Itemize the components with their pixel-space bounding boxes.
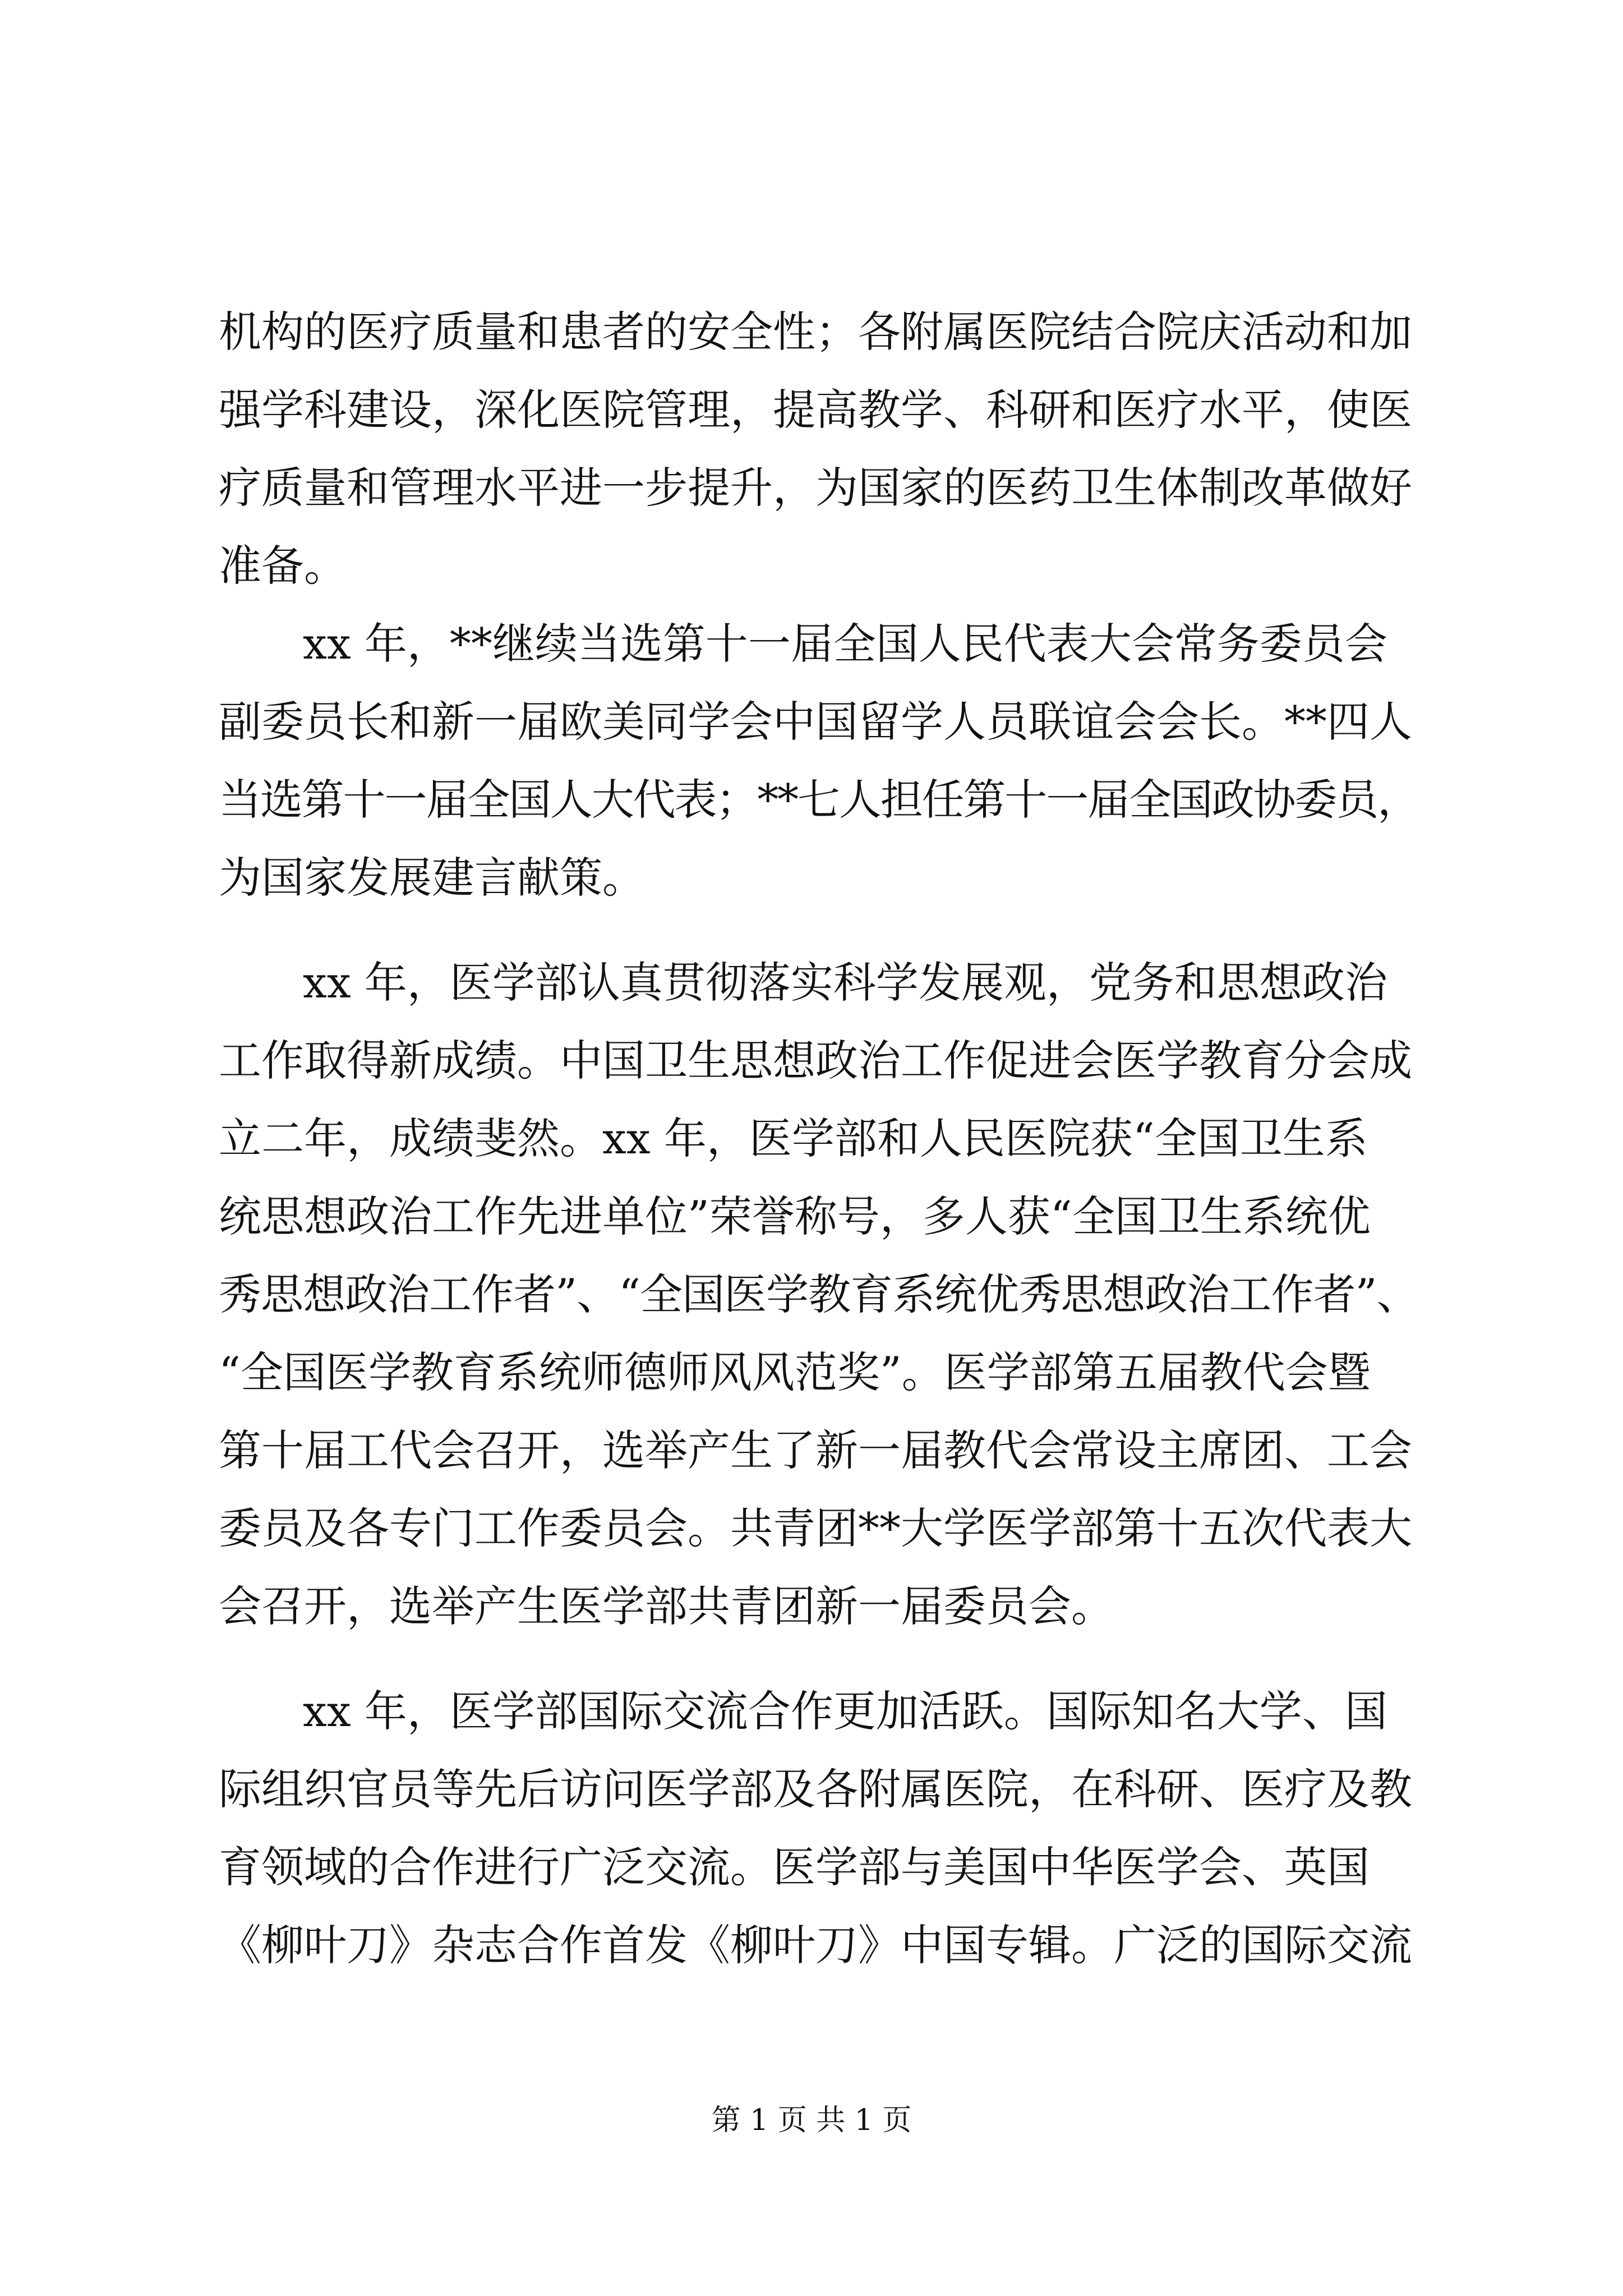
text-line: 机构的医疗质量和患者的安全性；各附属医院结合院庆活动和加 bbox=[219, 307, 1412, 357]
text-line: 强学科建设，深化医院管理，提高教学、科研和医疗水平，使医 bbox=[219, 385, 1412, 435]
text-line: 统思想政治工作先进单位”荣誉称号，多人获“全国卫生系统优 bbox=[219, 1191, 1371, 1241]
text-line: xx 年，医学部认真贯彻落实科学发展观，党务和思想政治 bbox=[303, 958, 1387, 1007]
text-line: 会召开，选举产生医学部共青团新一届委员会。 bbox=[219, 1581, 1114, 1631]
text-line: 当选第十一届全国人大代表；**七人担任第十一届全国政协委员， bbox=[219, 775, 1419, 825]
text-line: 《柳叶刀》杂志合作首发《柳叶刀》中国专辑。广泛的国际交流 bbox=[219, 1920, 1412, 1970]
text-line: 育领域的合作进行广泛交流。医学部与美国中华医学会、英国 bbox=[219, 1842, 1370, 1892]
text-line: 副委员长和新一届欧美同学会中国留学人员联谊会会长。**四人 bbox=[219, 697, 1412, 747]
text-line: 准备。 bbox=[219, 541, 347, 591]
text-line: 委员及各专门工作委员会。共青团**大学医学部第十五次代表大 bbox=[219, 1503, 1412, 1553]
text-line: 为国家发展建言献策。 bbox=[219, 853, 645, 903]
text-line: 工作取得新成绩。中国卫生思想政治工作促进会医学教育分会成 bbox=[219, 1036, 1412, 1085]
text-line: 秀思想政治工作者”、“全国医学教育系统优秀思想政治工作者”、 bbox=[219, 1269, 1419, 1319]
text-line: xx 年，**继续当选第十一届全国人民代表大会常务委员会 bbox=[303, 619, 1387, 669]
text-line: “全国医学教育系统师德师风风范奖”。医学部第五届教代会暨 bbox=[219, 1347, 1371, 1397]
page-number-footer: 第 1 页 共 1 页 bbox=[711, 2104, 912, 2137]
text-line: 际组织官员等先后访问医学部及各附属医院，在科研、医疗及教 bbox=[219, 1764, 1412, 1814]
text-line: xx 年，医学部国际交流合作更加活跃。国际知名大学、国 bbox=[303, 1686, 1387, 1736]
text-line: 立二年，成绩斐然。xx 年，医学部和人民医院获“全国卫生系 bbox=[219, 1114, 1368, 1163]
text-line: 第十届工代会召开，选举产生了新一届教代会常设主席团、工会 bbox=[219, 1425, 1412, 1475]
text-line: 疗质量和管理水平进一步提升，为国家的医药卫生体制改革做好 bbox=[219, 463, 1412, 513]
